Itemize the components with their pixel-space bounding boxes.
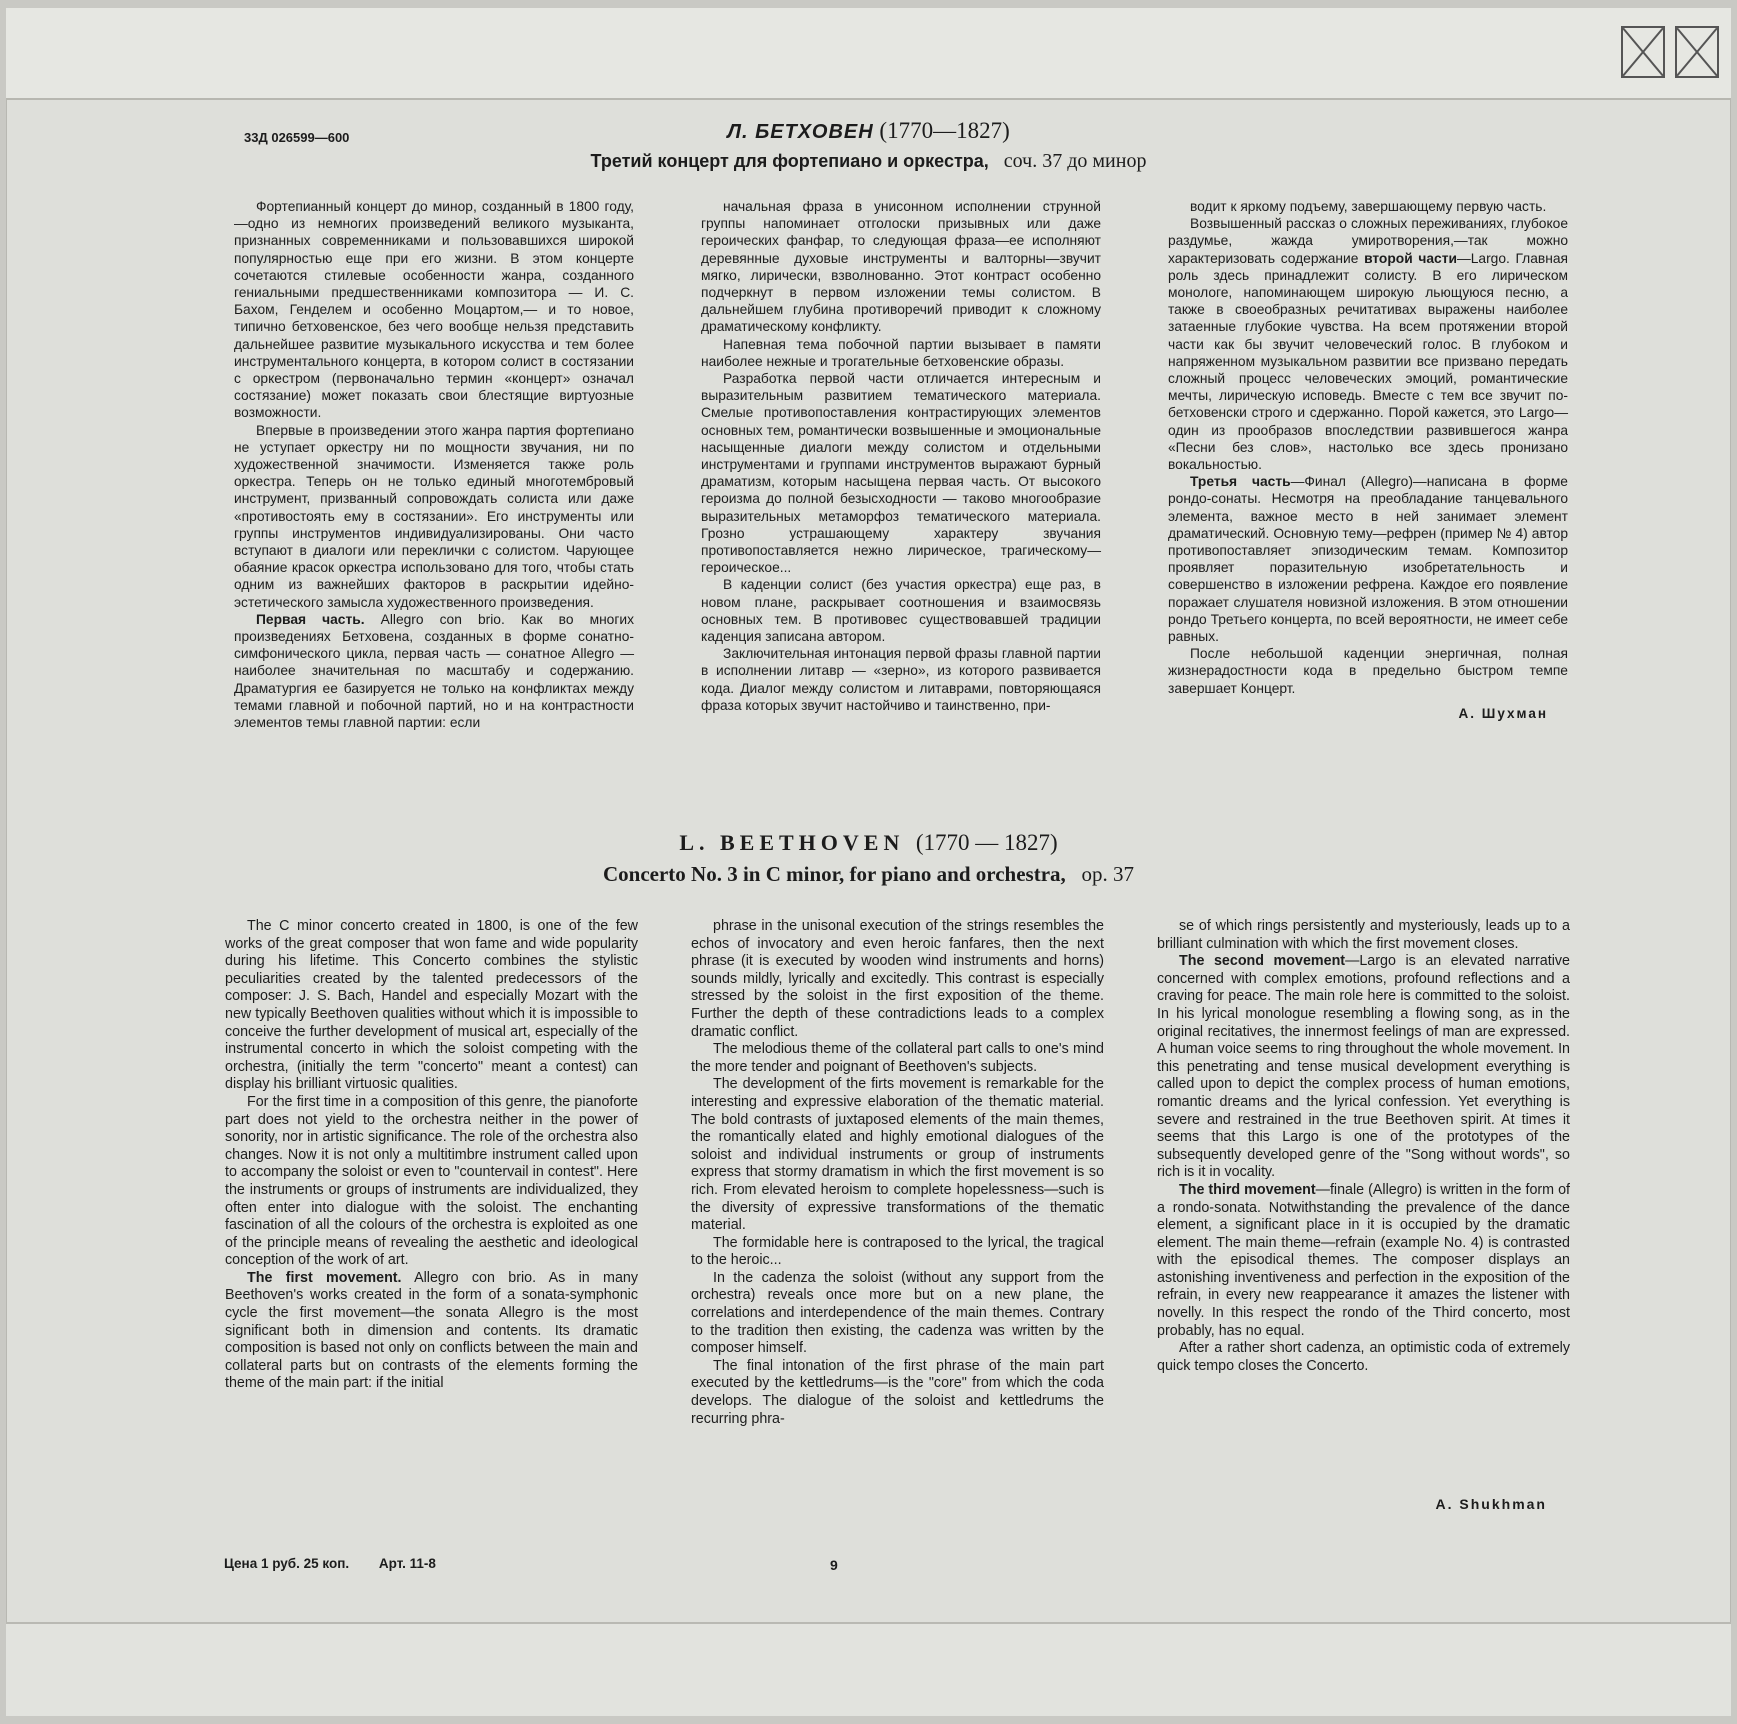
paragraph-text: —Largo. Главная роль здесь принадлежит солисту. В его лирическом монологе, напоминающем широкую льющуюся песню, а также в своеобразных речитативах выражены наиболее затаенные глубокие чувства. На всем протяжении второй части как бы звучит человеческий голос. В глубоком и напряженном музыкальном развитии все призвано передать сложный процесс человеческих эмоций, романтические мечты, лирическую исповедь. Вместе с тем все звучит по-бетховенски строго и сдержанно. Порой кажется, это Largo—один из прообразов впоследствии развившегося жанра «Песни без слов», настолько все здесь пронизано вокальностью.: [1168, 250, 1568, 473]
ru-text-columns: [234, 198, 1568, 731]
en-work-title: Concerto No. 3 in C minor, for piano and orchestra,: [602, 862, 1066, 886]
paragraph: [691, 1358, 1104, 1428]
crossed-boxes: [1621, 26, 1719, 78]
section-heading: Третья часть: [1190, 474, 1291, 490]
section-heading: The third movement: [1179, 1181, 1316, 1198]
paragraph: [234, 611, 634, 731]
ru-column-1: [234, 198, 634, 731]
en-signature: A. Shukhman: [1435, 1496, 1547, 1512]
section-heading: The first movement.: [247, 1269, 402, 1286]
ru-column-3: [1168, 198, 1568, 731]
section-heading: The second movement: [1179, 953, 1346, 970]
paragraph-text: The formidable here is contraposed to the lyrical, the tragical to the heroic...: [691, 1234, 1104, 1269]
paragraph: [1168, 198, 1568, 215]
paragraph: [225, 1094, 638, 1270]
paragraph-text: The C minor concerto created in 1800, is one of the few works of the great composer that won fame and wide popularity during his lifetime. This Concerto combines the stylistic peculiarities created by the talented predecessors of the composer: J. S. Bach, Handel and especially Mozart with the new typically Beethoven qualities without which it is impossible to conceive the further development of musical art, especially of the instrumental concerto in which the soloist competing with the orchestra, (initially the term "concerto" meant a contest) can display his brilliant virtuosic qualities.: [225, 918, 638, 1093]
paragraph: [691, 1041, 1104, 1076]
paragraph-text: For the first time in a composition of this genre, the pianoforte part does not yield to the orchestra neither in the power of sonority, nor in artistic significance. The role of the orchestra also changes. Now it is not only a multitimbre instrument called upon to accompany the soloist or even to "countervail in contest". Here the instruments or groups of instruments are individualized, they often enter into dialogue with the soloist. The enchanting fascination of all the colours of the orchestra is exploited as one of the principle means of revealing the aesthetic and ideological conception of the work of art.: [225, 1093, 638, 1269]
section-heading: Первая часть.: [256, 611, 365, 627]
paragraph-text: The melodious theme of the collateral part calls to one's mind the more tender and poignant of Beethoven's subjects.: [691, 1041, 1104, 1075]
en-column-1: [225, 918, 638, 1428]
paragraph: [1157, 1182, 1570, 1340]
en-work-heading: [0, 862, 1737, 887]
paragraph: [691, 1076, 1104, 1234]
paragraph: [234, 422, 634, 611]
paragraph: [1157, 1340, 1570, 1375]
price-line: [224, 1556, 436, 1571]
paragraph-text: водит к яркому подъему, завершающему первую часть.: [1190, 199, 1547, 214]
section-heading: второй части: [1364, 250, 1457, 266]
paragraph-text: Возвышенный рассказ о сложных переживаниях, глубокое раздумье, жажда умиротворения,—так можно характеризовать содержание: [1168, 216, 1568, 266]
article-text: Арт. 11-8: [378, 1556, 436, 1571]
bottom-strip: [6, 1622, 1731, 1716]
crossed-box-icon: [1675, 26, 1719, 78]
paragraph: [1157, 918, 1570, 953]
paragraph-text: Allegro con brio. Как во многих произведениях Бетховена, созданных в форме сонатно-симфонического цикла, первая часть — сонатное Allegro — наиболее значительная по масштабу и содержанию. Драматургия ее базируется не только на конфликтах между темами главной и побочной партий, но и на контрастности элементов темы главной партии: если: [234, 611, 634, 731]
paragraph: [691, 918, 1104, 1041]
paragraph-text: In the cadenza the soloist (without any support from the orchestra) reveals once more but on a new plane, the correlations and interdependence of the main themes. Contrary to the tradition then existing, the cadenza was written by the composer himself.: [691, 1269, 1104, 1357]
paragraph: [691, 1270, 1104, 1358]
catalog-number: 33Д 026599—600: [244, 130, 350, 145]
ru-column-2: [701, 198, 1101, 731]
ru-work-title: Третий концерт для фортепиано и оркестра,: [590, 151, 989, 171]
ru-column-3-body: [1168, 198, 1568, 697]
paragraph: [701, 645, 1101, 714]
paragraph: [701, 336, 1101, 370]
price-text: Цена 1 руб. 25 коп.: [224, 1556, 350, 1571]
en-work-opus: op. 37: [1081, 862, 1135, 886]
paragraph-text: phrase in the unisonal execution of the strings resembles the echos of invocatory and even heroic fanfares, then the next phrase (it is executed by wooden wind instruments and horns) sounds mildly, lyrically and excitedly. This contrast is especially stressed by the soloist in the first exposition of the theme. Further the depth of these contradictions leads to a complex dramatic conflict.: [691, 918, 1104, 1040]
paragraph-text: —Финал (Allegro)—написана в форме рондо-сонаты. Несмотря на преобладание танцевального элемента, важное место в ней занимает элемент драматический. Основную тему—рефрен (пример № 4) автор противопоставляет эпизодическим темам. Композитор проявляет поразительную изобретательность и совершенство в изложении рефрена. Каждое его появление поражает слушателя новизной изложения. В этом отношении рондо Третьего концерта, по всей вероятности, не имеет себе равных.: [1168, 474, 1568, 645]
paragraph-text: After a rather short cadenza, an optimistic coda of extremely quick tempo closes the Concerto.: [1157, 1340, 1570, 1374]
paragraph: [701, 198, 1101, 336]
en-composer-heading: [0, 830, 1737, 856]
paragraph-text: The final intonation of the first phrase of the main part executed by the kettledrums—is the "core" from which the coda develops. The dialogue of the soloist and kettledrums the recurring phra-: [691, 1357, 1104, 1427]
en-column-3: [1157, 918, 1570, 1428]
paragraph-text: se of which rings persistently and mysteriously, leads up to a brilliant culmination with which the first movement closes.: [1157, 918, 1570, 952]
ru-composer-heading: [0, 118, 1737, 144]
en-composer-name: L. BEETHOVEN: [679, 830, 905, 855]
paragraph: [701, 576, 1101, 645]
paragraph: [701, 370, 1101, 576]
paragraph: [1168, 473, 1568, 645]
paragraph-text: —finale (Allegro) is written in the form of a rondo-sonata. Notwithstanding the prevalence of the dance element, a significant place in it is occupied by the dramatic element. The main theme—refrain (example No. 4) is contrasted with the episodical themes. The composer displays an astonishing inventiveness and perfection in the exposition of the refrain, in every new reappearance it amazes the listener with novelly. In this respect the rondo of the Third concerto, most probably, has no equal.: [1157, 1181, 1570, 1339]
paragraph: [225, 918, 638, 1094]
paragraph: [1168, 645, 1568, 697]
en-column-2: [691, 918, 1104, 1428]
paragraph-text: начальная фраза в унисонном исполнении струнной группы напоминает отголоски призывных или даже героических фанфар, то следующая фраза—ее исполняют деревянные духовые инструменты и валторны—звучит мягко, лирически, взволнованно. Этот контраст особенно подчеркнут в первом изложении темы солистом. В дальнейшем глубина противоречий приводит к сложному драматическому конфликту.: [701, 199, 1101, 335]
paragraph-text: —Largo is an elevated narrative concerned with complex emotions, profound reflections and a craving for peace. The main role here is committed to the soloist. In his lyrical monologue resembling a flowing song, as in the original recitatives, the innermost feelings of man are expressed. A human voice seems to ring throughout the whole movement. In this penetrating and tense musical development everything is called upon to depict the complex process of human emotions, romantic dreams and the lyrical confession. Yet everything is severe and restrained in the true Beethoven spirit. At times it seems that this Largo is one of the prototypes of the subsequently developed genre of the "Song without words", so rich is it in vocality.: [1157, 953, 1570, 1181]
ru-composer-years: (1770—1827): [879, 118, 1010, 143]
paragraph: [225, 1270, 638, 1393]
paragraph-text: Разработка первой части отличается интересным и выразительным развитием тематического материала. Смелые противопоставления контрастирующих элементов основных тем, романтически возвышенные и эмоциональные насыщенные диалоги между солистом и отдельными инструментами и группами инструментов выражают бурный драматизм, которым насыщена первая часть. От высокого героизма до полной безысходности — таково многообразие выразительных метаморфоз тематического материала. Грозно устрашающему характеру звучания противопоставляется нежно лирическое, трагическому—героическое...: [701, 371, 1101, 576]
paragraph-text: В каденции солист (без участия оркестра) еще раз, в новом плане, раскрывает соотношения и взаимосвязь основных тем. В противовес существовавшей традиции каденция записана автором.: [701, 577, 1101, 645]
paragraph-text: The development of the firts movement is remarkable for the interesting and expressive elaboration of the thematic material. The bold contrasts of juxtaposed elements of the main themes, the romantically elated and highly emotional dialogues of the soloist and individual instruments or group of instruments express that stormy dramatism in which the first movement is so rich. From elevated heroism to complete hopelessness—such is the diversity of expressive transformations of the thematic material.: [691, 1076, 1104, 1234]
paragraph: [1157, 953, 1570, 1182]
en-text-columns: [225, 918, 1570, 1428]
crossed-box-icon: [1621, 26, 1665, 78]
paragraph-text: Фортепианный концерт до минор, созданный в 1800 году,—одно из немногих произведений великого музыканта, признанных современниками и пользовавшихся широкой популярностью еще при его жизни. В этом концерте сочетаются стилевые особенности жанра, созданного гениальными предшественниками композитора — И. С. Бахом, Генделем и особенно Моцартом,— и то новое, типично бетховенское, без чего вообще нельзя представить дальнейшее развитие музыкального искусства и тем более инструментального концерта, в котором солист в состязании с оркестром (первоначально термин «концерт» означал состязание) может показать свои блестящие виртуозные возможности.: [234, 199, 634, 421]
paragraph-text: Впервые в произведении этого жанра партия фортепиано не уступает оркестру ни по мощности звучания, ни по художественной значимости. Изменяется также роль оркестра. Теперь он не только единый многотембровый инструмент, призванный сопровождать солиста или даже «противостоять ему в состязании». Его инструменты или группы инструментов индивидуализированы. Они часто вступают в диалоги или переклички с солистом. Чарующее обаяние красок оркестра использовано для того, чтобы стать одним из важнейших факторов в раскрытии идейно-эстетического замысла художественного произведения.: [234, 422, 634, 610]
paragraph: [1168, 215, 1568, 473]
paragraph: [234, 198, 634, 422]
ru-work-heading: [0, 150, 1737, 173]
page-number: 9: [830, 1557, 838, 1573]
paragraph-text: После небольшой каденции энергичная, полная жизнерадостности кода в предельно быстром темпе завершает Концерт.: [1168, 646, 1568, 696]
ru-work-opus: соч. 37 до минор: [1003, 150, 1147, 172]
en-composer-years: (1770 — 1827): [915, 830, 1058, 855]
top-strip: [6, 8, 1731, 100]
paragraph-text: Напевная тема побочной партии вызывает в памяти наиболее нежные и трогательные бетховенские образы.: [701, 336, 1101, 369]
paragraph-text: Allegro con brio. As in many Beethoven's works created in the form of a sonata-symphonic cycle the first movement—the sonata Allegro is the most significant both in dimension and contents. Its dramatic composition is based not only on conflicts between the main and collateral parts but on contrasts of the elements forming the theme of the main part: if the initial: [225, 1269, 638, 1392]
paragraph-text: Заключительная интонация первой фразы главной партии в исполнении литавр — «зерно», из которого развивается кода. Диалог между солистом и литаврами, повторяющаяся фраза которых звучит настойчиво и таинственно, при-: [701, 646, 1101, 713]
ru-signature: А. Шухман: [1458, 705, 1548, 721]
paragraph: [691, 1235, 1104, 1270]
ru-composer-name: Л. БЕТХОВЕН: [727, 121, 874, 143]
